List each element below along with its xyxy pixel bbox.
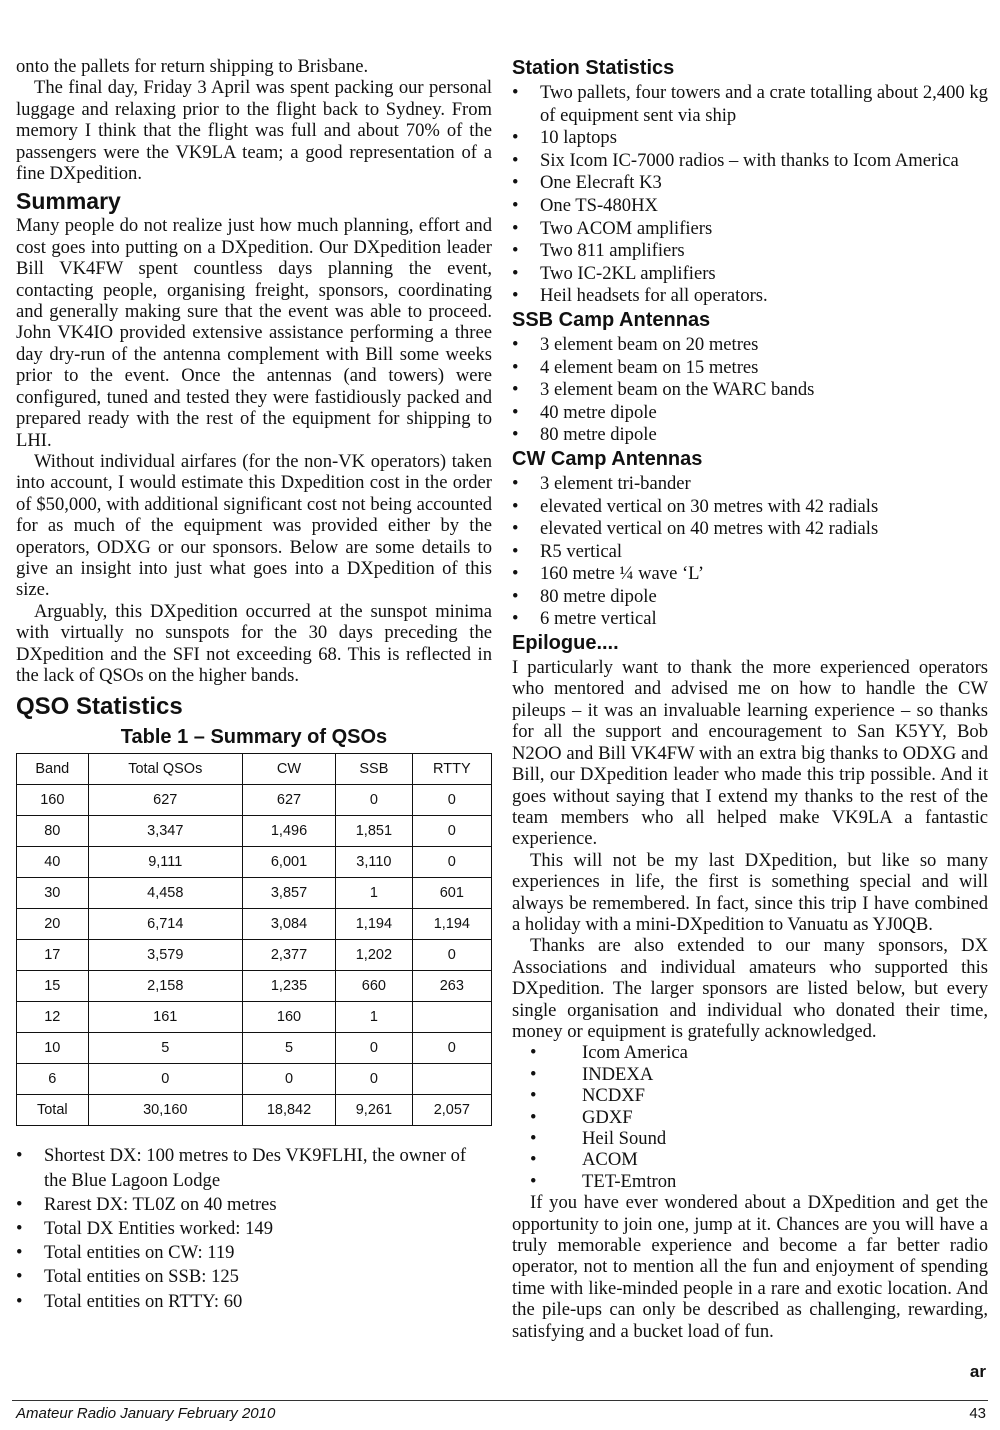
table-cell: 0: [412, 816, 491, 847]
table-cell: 0: [412, 847, 491, 878]
table-header-cell: Band: [17, 754, 89, 785]
list-item: • Icom America: [530, 1042, 688, 1064]
summary-paragraph-2: Without individual airfares (for the non-VK operators) taken into account, I would estimate this Dxpedition cost in the order of $50,000, with additional significant cost not being accounted for as much of the equipment was provided either by the operators, ODXG or our sponsors. Below are some details to give an insight into just what goes into a DXpedition of this size.: [16, 450, 492, 601]
bullet-icon: •: [512, 333, 519, 355]
table-cell: 6: [17, 1064, 89, 1095]
list-item: • R5 vertical: [512, 540, 623, 562]
table-cell: 10: [17, 1033, 89, 1064]
table-cell: 6,001: [242, 847, 335, 878]
list-item: • 160 metre ¼ wave ‘L’: [512, 563, 705, 585]
table-header-cell: SSB: [336, 754, 413, 785]
table-header-cell: Total QSOs: [88, 754, 242, 785]
table-cell: 1,235: [242, 971, 335, 1002]
table-cell: [412, 1002, 491, 1033]
table-cell: 3,857: [242, 878, 335, 909]
bullet-icon: •: [16, 1290, 23, 1312]
cw-camp-antennas-heading: CW Camp Antennas: [512, 447, 703, 470]
table-cell: 627: [88, 785, 242, 816]
page-footer: [16, 1405, 986, 1422]
qso-statistics-heading: QSO Statistics: [16, 693, 183, 721]
table-cell: 1: [336, 878, 413, 909]
qso-summary-table: [16, 753, 492, 1126]
station-statistics-heading: Station Statistics: [512, 57, 675, 79]
table-total-row: [17, 1095, 492, 1126]
table-cell: 17: [17, 940, 89, 971]
table-cell: 3,579: [88, 940, 242, 971]
dx-statistics-list: [16, 1144, 492, 1313]
list-item: • elevated vertical on 40 metres with 42 radials: [512, 518, 879, 540]
bullet-icon: •: [512, 608, 519, 630]
table-cell: 0: [336, 785, 413, 816]
epilogue-paragraph-3: Thanks are also extended to our many sponsors, DX Associations and individual amateurs who supported this DXpedition. The larger sponsors are listed below, but every single organisation and individual who donated their time, money or equipment is gratefully acknowledged.: [512, 935, 988, 1042]
bullet-icon: •: [512, 127, 519, 149]
list-item: • Shortest DX: 100 metres to Des VK9FLHI, the owner of the Blue Lagoon Lodge: [16, 1145, 467, 1191]
table-cell: 18,842: [242, 1095, 335, 1126]
bullet-icon: •: [530, 1106, 537, 1128]
station-statistics-list: [512, 82, 988, 308]
summary-heading: Summary: [16, 188, 121, 215]
table-row: [17, 847, 492, 878]
list-item: • elevated vertical on 30 metres with 42 radials: [512, 495, 879, 517]
intro-paragraph-1: onto the pallets for return shipping to Brisbane.: [16, 56, 369, 77]
bullet-icon: •: [512, 472, 519, 494]
table-cell: 2,057: [412, 1095, 491, 1126]
table-cell: 2,158: [88, 971, 242, 1002]
sponsors-list: [512, 1042, 988, 1192]
table-row: [17, 940, 492, 971]
table-cell: 9,261: [336, 1095, 413, 1126]
bullet-icon: •: [512, 217, 519, 239]
table-cell: 160: [17, 785, 89, 816]
list-item: • Two pallets, four towers and a crate totalling about 2,400 kg of equipment sent via ship: [512, 82, 988, 126]
table-cell: 0: [88, 1064, 242, 1095]
epilogue-heading: Epilogue....: [512, 632, 619, 655]
list-item: • 3 element tri-bander: [512, 472, 691, 494]
table-row: [17, 878, 492, 909]
table-row: [17, 816, 492, 847]
summary-paragraph-1: Many people do not realize just how much planning, effort and cost goes into putting on a DXpedition. Our DXpedition leader Bill VK4FW spent countless days planning the event, contacting people, organising freight, sponsors, coordinating and generally making sure that the event was able to proceed. John VK4IO provided extensive assistance performing a three day dry-run of the antenna complement with Bill some weeks prior to the event. Once the antennas (and towers) were configured, tuned and tested they were fastidiously packed and prepared ready with the rest of the equipment for shipping to LHI.: [16, 215, 492, 451]
table-cell: 1,202: [336, 940, 413, 971]
bullet-icon: •: [512, 149, 519, 171]
table-header-cell: CW: [242, 754, 335, 785]
table-cell: 3,084: [242, 909, 335, 940]
bullet-icon: •: [512, 518, 519, 540]
list-item: • 10 laptops: [512, 127, 617, 149]
list-item: • Total DX Entities worked: 149: [16, 1217, 492, 1241]
list-item: • Heil headsets for all operators.: [512, 285, 768, 307]
bullet-icon: •: [512, 540, 519, 562]
bullet-icon: •: [530, 1170, 537, 1192]
table-cell: 1,496: [242, 816, 335, 847]
list-item: • ACOM: [530, 1149, 638, 1171]
bullet-icon: •: [512, 495, 519, 517]
table-cell: 80: [17, 816, 89, 847]
publication-name: Amateur Radio January February 2010: [16, 1405, 276, 1422]
table-cell: 161: [88, 1002, 242, 1033]
bullet-icon: •: [530, 1128, 537, 1149]
cw-antennas-list: [512, 473, 988, 631]
ssb-antennas-list: [512, 334, 988, 447]
bullet-icon: •: [512, 563, 519, 585]
table-cell: 1,194: [336, 909, 413, 940]
bullet-icon: •: [512, 379, 519, 401]
table-cell: 263: [412, 971, 491, 1002]
list-item: • TET-Emtron: [530, 1170, 677, 1192]
epilogue-paragraph-2: This will not be my last DXpedition, but like so many experiences in life, the first is something special and will always be remembered. In fact, since this trip I have combined a holiday with a mini-DXpedition to Vanuatu as YJ0QB.: [512, 849, 988, 935]
epilogue-paragraph-1: I particularly want to thank the more experienced operators who mentored and advised me on how to handle the CW pileups – it was an invaluable learning experience – so thanks for all the support and encouragement to San K5YY, Bob N2OO and Bill VK4FW with an extra big thanks to ODXG and Bill, our DXpedition leader who made this trip possible. And it goes without saying that I extend my thanks to the rest of the team members who all helped make VK9LA a fantastic experience.: [512, 657, 988, 850]
table-cell: 160: [242, 1002, 335, 1033]
list-item: • 3 element beam on the WARC bands: [512, 379, 815, 401]
list-item: • Two 811 amplifiers: [512, 240, 685, 262]
footer-divider: [12, 1400, 988, 1401]
table-cell: 627: [242, 785, 335, 816]
table-cell: 1,851: [336, 816, 413, 847]
list-item: • One TS-480HX: [512, 194, 658, 216]
table-cell: 660: [336, 971, 413, 1002]
list-item: • Total entities on CW: 119: [16, 1241, 492, 1265]
table-cell: 3,110: [336, 847, 413, 878]
table-title: Table 1 – Summary of QSOs: [120, 726, 388, 749]
page-number: 43: [969, 1405, 986, 1422]
list-item: • Two IC-2KL amplifiers: [512, 262, 716, 284]
bullet-icon: •: [512, 262, 519, 284]
table-cell: 0: [412, 785, 491, 816]
bullet-icon: •: [512, 401, 519, 423]
list-item: • 4 element beam on 15 metres: [512, 356, 759, 378]
list-item: • 6 metre vertical: [512, 608, 657, 630]
list-item: • Total entities on RTTY: 60: [16, 1290, 492, 1314]
table-cell: 1: [336, 1002, 413, 1033]
table-cell: 30: [17, 878, 89, 909]
bullet-icon: •: [512, 585, 519, 607]
bullet-icon: •: [512, 240, 519, 262]
list-item: • GDXF: [530, 1106, 633, 1128]
table-cell: 30,160: [88, 1095, 242, 1126]
table-cell: 1,194: [412, 909, 491, 940]
bullet-icon: •: [512, 356, 519, 378]
bullet-icon: •: [512, 172, 519, 194]
table-cell: 3,347: [88, 816, 242, 847]
table-header-cell: RTTY: [412, 754, 491, 785]
bullet-icon: •: [16, 1217, 23, 1239]
table-cell: 0: [242, 1064, 335, 1095]
table-cell: [412, 1064, 491, 1095]
bullet-icon: •: [530, 1063, 537, 1085]
table-header-row: [17, 754, 492, 785]
table-row: [17, 971, 492, 1002]
table-cell: 0: [412, 1033, 491, 1064]
list-item: • Heil Sound: [530, 1128, 667, 1149]
bullet-icon: •: [16, 1242, 23, 1264]
table-cell: 12: [17, 1002, 89, 1033]
table-cell: 5: [242, 1033, 335, 1064]
list-item: • 3 element beam on 20 metres: [512, 333, 759, 355]
right-column: [512, 56, 988, 1342]
list-item: • NCDXF: [530, 1085, 646, 1107]
bullet-icon: •: [16, 1266, 23, 1288]
table-row: [17, 1033, 492, 1064]
list-item: • 80 metre dipole: [512, 424, 657, 446]
table-row: [17, 909, 492, 940]
table-cell: 4,458: [88, 878, 242, 909]
bullet-icon: •: [512, 194, 519, 216]
table-cell: 5: [88, 1033, 242, 1064]
table-cell: Total: [17, 1095, 89, 1126]
table-cell: 9,111: [88, 847, 242, 878]
bullet-icon: •: [16, 1145, 23, 1167]
list-item: • 80 metre dipole: [512, 585, 657, 607]
list-item: • 40 metre dipole: [512, 401, 657, 423]
end-of-article-mark: ar: [969, 1362, 986, 1381]
table-cell: 2,377: [242, 940, 335, 971]
left-column: [16, 56, 492, 1314]
list-item: • One Elecraft K3: [512, 172, 662, 194]
table-cell: 0: [336, 1033, 413, 1064]
table-cell: 40: [17, 847, 89, 878]
bullet-icon: •: [530, 1085, 537, 1107]
ssb-camp-antennas-heading: SSB Camp Antennas: [512, 308, 711, 331]
summary-paragraph-3: Arguably, this DXpedition occurred at the sunspot minima with virtually no sunspots for the 30 days preceding the DXpedition and the SFI not exceeding 68. This is reflected in the lack of QSOs on the higher bands.: [16, 600, 492, 686]
bullet-icon: •: [512, 285, 519, 307]
bullet-icon: •: [530, 1042, 537, 1064]
table-cell: 0: [412, 940, 491, 971]
bullet-icon: •: [530, 1149, 537, 1171]
table-cell: 6,714: [88, 909, 242, 940]
table-cell: 20: [17, 909, 89, 940]
bullet-icon: •: [16, 1193, 23, 1215]
list-item: • Total entities on SSB: 125: [16, 1265, 492, 1289]
intro-paragraph-2: The final day, Friday 3 April was spent packing our personal luggage and relaxing prior to the flight back to Sydney. From memory I think that the flight was full and about 70% of the passengers were the VK9LA team; a good representation of a fine DXpedition.: [16, 77, 492, 185]
bullet-icon: •: [512, 424, 519, 446]
list-item: • INDEXA: [530, 1063, 654, 1085]
table-cell: 15: [17, 971, 89, 1002]
bullet-icon: •: [512, 82, 519, 103]
list-item: • Six Icom IC-7000 radios – with thanks to Icom America: [512, 149, 959, 171]
list-item: • Rarest DX: TL0Z on 40 metres: [16, 1193, 492, 1217]
table-row: [17, 1064, 492, 1095]
table-cell: 601: [412, 878, 491, 909]
list-item: • Two ACOM amplifiers: [512, 217, 713, 239]
closing-paragraph: If you have ever wondered about a DXpedition and get the opportunity to join one, jump at it. Chances are you will have a truly memorable experience and become a far better radio operator, not to mention all the fun and enjoyment of spending time with like-minded people in a rare and exotic location. And the pile-ups can only be described as challenging, rewarding, satisfying and a bucket load of fun.: [512, 1192, 988, 1342]
table-cell: 0: [336, 1064, 413, 1095]
table-row: [17, 785, 492, 816]
table-row: [17, 1002, 492, 1033]
